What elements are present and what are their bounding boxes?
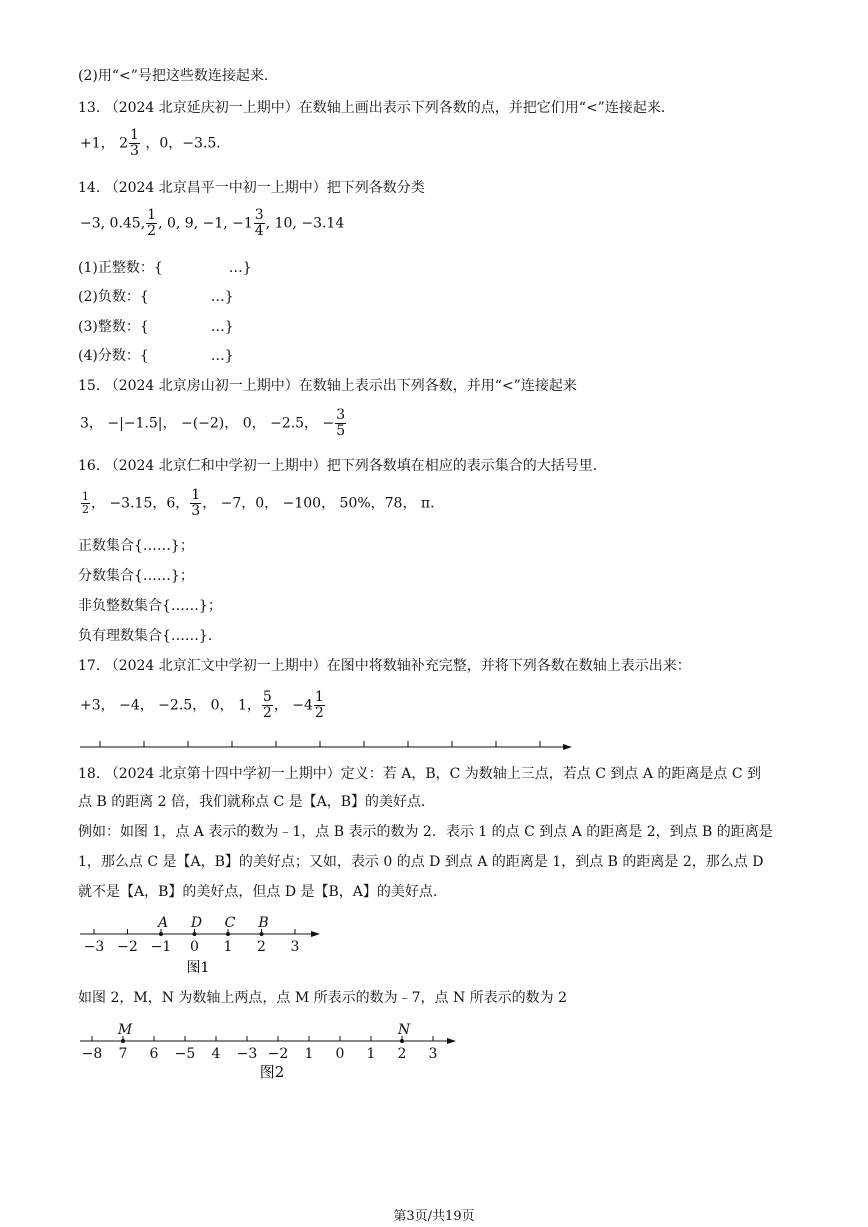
fig1-tick-label: −2 (117, 939, 138, 955)
figure-1-number-line (0, 908, 868, 978)
question-15: 15. （2024 北京房山初一上期中）在数轴上表示出下列各数，并用“<”连接起来 (78, 378, 577, 394)
q13-mixed-whole: 2 (119, 135, 129, 152)
q17-fraction-2-denominator: 2 (314, 705, 324, 721)
fig2-tick-label: −5 (174, 1046, 196, 1062)
fig1-axis-arrow (311, 931, 320, 937)
q15-part-a: 3， −|−1.5|， −(−2)， 0， −2.5， − (80, 415, 335, 432)
q17-number-line (0, 732, 868, 756)
q16-fraction-1-numerator: 1 (82, 490, 89, 503)
fig1-point-label: D (190, 915, 203, 931)
question-18-line-4: 1，那么点 C 是【A，B】的美好点；又如，表示 0 的点 D 到点 A 的距离是 1，到点 B 的距离是 2，那么点 D (78, 854, 764, 870)
question-16: 16. （2024 北京仁和中学初一上期中）把下列各数填在相应的表示集合的大括号里. (78, 458, 598, 474)
q14-fraction-2 (254, 208, 265, 239)
q14-ellipsis-2: …} (210, 289, 234, 305)
q16-fraction-2-denominator: 3 (191, 503, 201, 519)
figure-1-caption: 图1 (186, 960, 210, 976)
fig2-point-dot (400, 1039, 404, 1043)
q17-fraction-1 (262, 690, 273, 721)
fig1-tick-label: 2 (257, 939, 266, 955)
q13-fraction (129, 128, 140, 159)
fig2-tick-label: −3 (236, 1046, 258, 1062)
fig1-tick-label: −3 (83, 939, 105, 955)
q14-fraction-2-numerator: 3 (254, 207, 264, 223)
fig1-ticks (84, 929, 300, 955)
fig2-tick-label: 4 (211, 1046, 221, 1062)
fig1-point-dot (193, 932, 197, 936)
q14-numbers (80, 208, 344, 239)
q13-part-b: ，0，−3.5． (145, 135, 231, 152)
fig2-tick-label: 3 (428, 1046, 438, 1062)
q17-fraction-2 (314, 690, 325, 721)
q17-fraction-1-denominator: 2 (262, 705, 272, 721)
fig2-tick-label: 1 (366, 1046, 376, 1062)
fig2-tick-label: 1 (304, 1046, 314, 1062)
fig2-tick-label: 7 (118, 1046, 128, 1062)
q15-numbers (80, 408, 347, 439)
q16-fraction-2 (190, 488, 201, 519)
q17-part-b: ， −4 (273, 697, 313, 714)
fig2-tick-label: 6 (149, 1046, 159, 1062)
q14-ellipsis-1: …} (228, 260, 252, 276)
q17-numbers (80, 690, 326, 721)
fig2-tick-label: 2 (397, 1046, 407, 1062)
question-18-line-5: 就不是【A，B】的美好点，但点 D 是【B，A】的美好点. (78, 884, 438, 900)
question-17: 17. （2024 北京汇文中学初一上期中）在图中将数轴补充完整，并将下列各数在数轴上表示出来： (78, 658, 691, 674)
fig2-ticks (82, 1036, 438, 1062)
q14-fractions (78, 346, 234, 366)
q13-part-a: +1， (80, 135, 115, 152)
q14-fraction-1-numerator: 1 (147, 207, 157, 223)
q16-fraction-2-numerator: 1 (191, 487, 201, 503)
q14-positive-integers (78, 258, 252, 278)
q14-fraction-1 (146, 208, 157, 239)
non-negative-integer-set: 非负整数集合{……}； (78, 598, 222, 614)
q16-fraction-1-denominator: 2 (82, 503, 89, 516)
q14-negative-numbers (78, 287, 234, 307)
q14-negative-numbers-label: (2)负数：{ (78, 289, 149, 305)
q14-ellipsis-3: …} (210, 319, 234, 335)
q14-ellipsis-4: …} (210, 348, 234, 364)
q15-fraction-denominator: 5 (336, 423, 346, 439)
part-2-instruction: (2)用“<”号把这些数连接起来. (78, 68, 269, 84)
q14-fraction-2-denominator: 4 (254, 223, 264, 239)
fig2-point-label: M (117, 1022, 133, 1038)
q16-part-b: ， −7，0， −100， 50%，78， π. (202, 495, 435, 512)
q16-fraction-1 (81, 491, 90, 516)
question-14: 14. （2024 北京昌平一中初一上期中）把下列各数分类 (78, 180, 425, 196)
q14-part-a: −3, 0.45, (80, 215, 146, 232)
q14-positive-integers-label: (1)正整数：{ (78, 260, 163, 276)
q14-part-c: , 10, −3.14 (265, 215, 345, 232)
figure-2-intro: 如图 2，M，N 为数轴上两点，点 M 所表示的数为﹣7，点 N 所表示的数为 2 (78, 990, 568, 1006)
q14-integers-label: (3)整数：{ (78, 319, 149, 335)
q17-fraction-1-numerator: 5 (262, 689, 272, 705)
fig1-tick-label: 3 (290, 939, 300, 955)
fraction-set: 分数集合{……}； (78, 568, 194, 584)
q13-fraction-denominator: 3 (130, 143, 139, 159)
fig2-point-dot (121, 1039, 125, 1043)
q16-part-a: ， −3.15，6， (91, 495, 190, 512)
fig1-tick-label: 0 (190, 939, 199, 955)
question-18-line-1: 18. （2024 北京第十四中学初一上期中）定义：若 A，B，C 为数轴上三点，若点 C 到点 A 的距离是点 C 到 (78, 766, 762, 782)
q15-fraction-numerator: 3 (336, 407, 346, 423)
q17-fraction-2-numerator: 1 (314, 689, 324, 705)
fig1-tick-label: 1 (223, 939, 233, 955)
fig1-point-dot (226, 932, 230, 936)
fig2-tick-label: 0 (335, 1046, 345, 1062)
q13-numbers (80, 128, 230, 159)
fig1-point-dot (159, 932, 163, 936)
negative-rational-set: 负有理数集合{……}. (78, 628, 213, 644)
q15-fraction (335, 408, 346, 439)
figure-2-number-line (0, 1014, 868, 1084)
question-13: 13. （2024 北京延庆初一上期中）在数轴上画出表示下列各数的点，并把它们用“<”连接起来. (78, 100, 666, 116)
q13-fraction-numerator: 1 (130, 127, 139, 143)
page-footer: 第3页/共19页 (393, 1209, 475, 1224)
question-18-line-3: 例如：如图 1，点 A 表示的数为﹣1，点 B 表示的数为 2．表示 1 的点 C 到点 A 的距离是 2，到点 B 的距离是 (78, 824, 773, 840)
fig1-point-label: C (224, 915, 236, 931)
fig2-points (117, 1022, 411, 1043)
fig2-point-label: N (397, 1022, 411, 1038)
fig2-tick-label: −8 (81, 1046, 103, 1062)
q14-fractions-label: (4)分数：{ (78, 348, 149, 364)
fig1-point-dot (260, 932, 264, 936)
question-18-line-2: 点 B 的距离 2 倍，我们就称点 C 是【A，B】的美好点. (78, 794, 426, 810)
fig1-point-label: B (258, 915, 269, 931)
fig2-tick-label: −2 (267, 1046, 289, 1062)
q17-axis-arrow (563, 744, 572, 750)
figure-2-caption: 图2 (259, 1063, 285, 1081)
fig2-axis-arrow (447, 1038, 456, 1044)
q16-numbers (80, 488, 435, 519)
positive-number-set: 正数集合{……}； (78, 538, 194, 554)
fig1-points (156, 915, 269, 936)
fig1-point-label: A (157, 915, 169, 931)
q17-part-a: +3， −4， −2.5， 0， 1， (80, 697, 261, 714)
q14-integers (78, 317, 234, 337)
q14-part-b: , 0, 9, −1, −1 (158, 215, 253, 232)
fig1-tick-label: −1 (150, 939, 172, 955)
q14-fraction-1-denominator: 2 (147, 223, 157, 239)
